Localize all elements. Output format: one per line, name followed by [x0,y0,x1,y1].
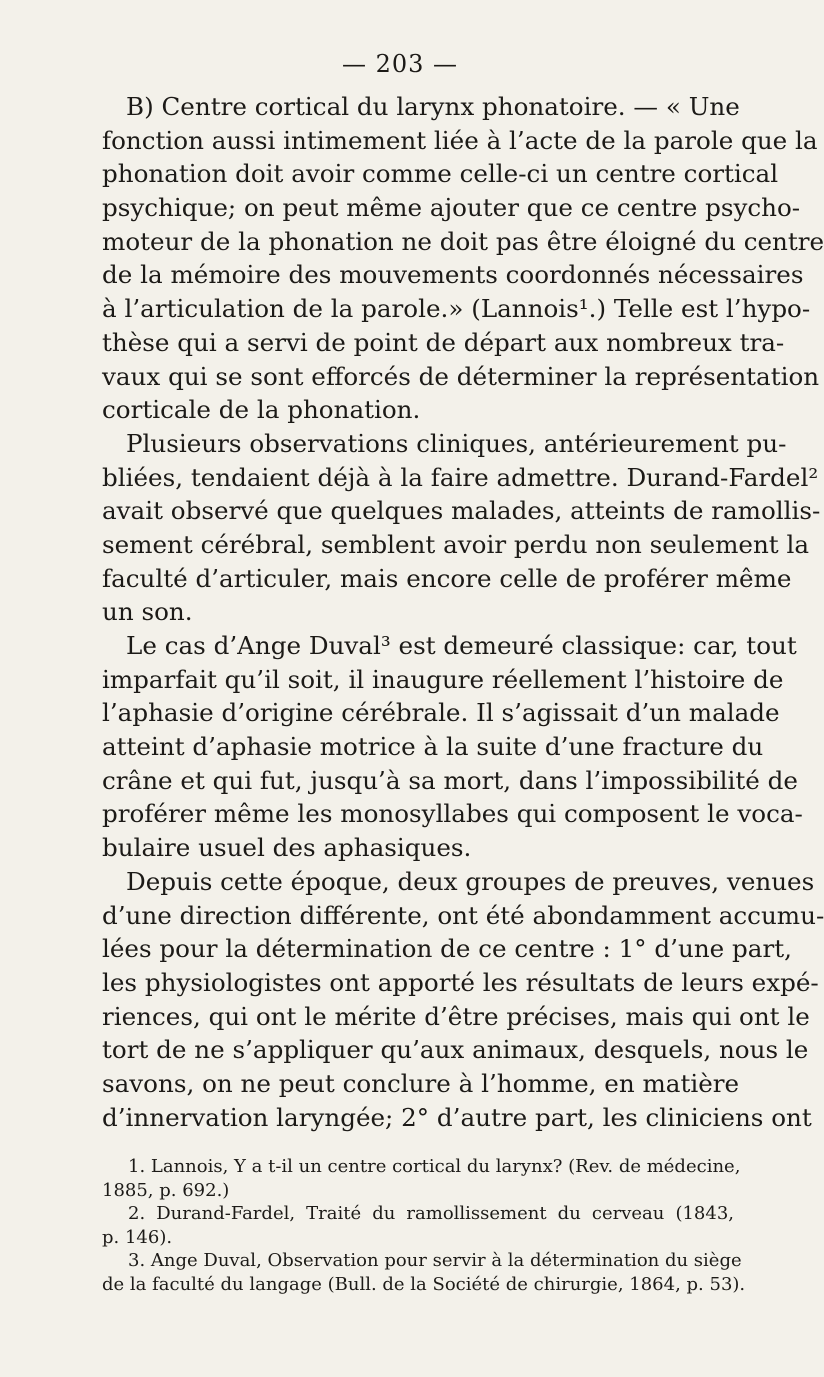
footnote-line: 3. Ange Duval, Observation pour servir à la détermination du siège [128,1250,742,1271]
text-line: bulaire usuel des aphasiques. [102,833,472,863]
footnote-line: 2. Durand-Fardel, Traité du ramollissement du cerveau (1843, [128,1203,734,1224]
text-line: psychique; on peut même ajouter que ce centre psycho- [102,193,801,223]
text-line: crâne et qui fut, jusqu’à sa mort, dans l’impossibilité de [102,765,798,795]
text-line: l’aphasie d’origine cérébrale. Il s’agissait d’un malade [102,698,780,728]
text-line: d’une direction différente, ont été abondamment accumu- [102,900,824,930]
section-heading-line: B) Centre cortical du larynx phonatoire. — « Une [126,92,740,121]
footnotes [102,1155,746,1296]
text-line: avait observé que quelques malades, atteints de ramollis- [102,496,821,526]
text-line: d’innervation laryngée; 2° d’autre part, les cliniciens ont [102,1102,812,1132]
footnote-line: de la faculté du langage (Bull. de la Société de chirurgie, 1864, p. 53). [102,1273,746,1295]
text-line: les physiologistes ont apporté les résultats de leurs expé- [102,967,819,997]
footnote-line: p. 146). [102,1226,173,1248]
text-line: atteint d’aphasie motrice à la suite d’une fracture du [102,732,764,762]
text-line: un son. [102,597,193,627]
text-line: tort de ne s’appliquer qu’aux animaux, desquels, nous le [102,1035,809,1065]
text-line: phonation doit avoir comme celle-ci un centre cortical [102,159,779,189]
text-line: corticale de la phonation. [102,395,421,425]
text-line: moteur de la phonation ne doit pas être éloigné du centre [102,226,824,256]
footnote-line: 1885, p. 692.) [102,1179,230,1201]
text-line: riences, qui ont le mérite d’être précises, mais qui ont le [102,1001,810,1031]
text-line: proférer même les monosyllabes qui composent le voca- [102,799,803,829]
main-text [102,90,824,1134]
text-line: lées pour la détermination de ce centre : 1° d’une part, [102,934,792,964]
text-line: Depuis cette époque, deux groupes de preuves, venues [126,866,815,896]
footnote-line: 1. Lannois, Y a t-il un centre cortical du larynx? (Rev. de médecine, [128,1156,741,1177]
text-line: vaux qui se sont efforcés de déterminer la représentation [102,361,820,391]
text-line: faculté d’articuler, mais encore celle de proférer même [102,563,792,593]
page-number: — 203 — [341,50,459,78]
text-line: savons, on ne peut conclure à l’homme, en matière [102,1068,740,1098]
text-line: Le cas d’Ange Duval³ est demeuré classique: car, tout [126,631,797,660]
text-line: sement cérébral, semblent avoir perdu non seulement la [102,529,810,559]
text-line: de la mémoire des mouvements coordonnés nécessaires [102,260,804,290]
text-line: imparfait qu’il soit, il inaugure réellement l’histoire de [102,664,784,694]
text-line: Plusieurs observations cliniques, antérieurement pu- [126,428,787,458]
text-line: thèse qui a servi de point de départ aux nombreux tra- [102,327,785,357]
text-line: bliées, tendaient déjà à la faire admettre. Durand-Fardel² [102,462,819,492]
text-line: à l’articulation de la parole.» (Lannois¹.) Telle est l’hypo- [102,294,811,324]
text-line: fonction aussi intimement liée à l’acte de la parole que la [102,125,818,155]
